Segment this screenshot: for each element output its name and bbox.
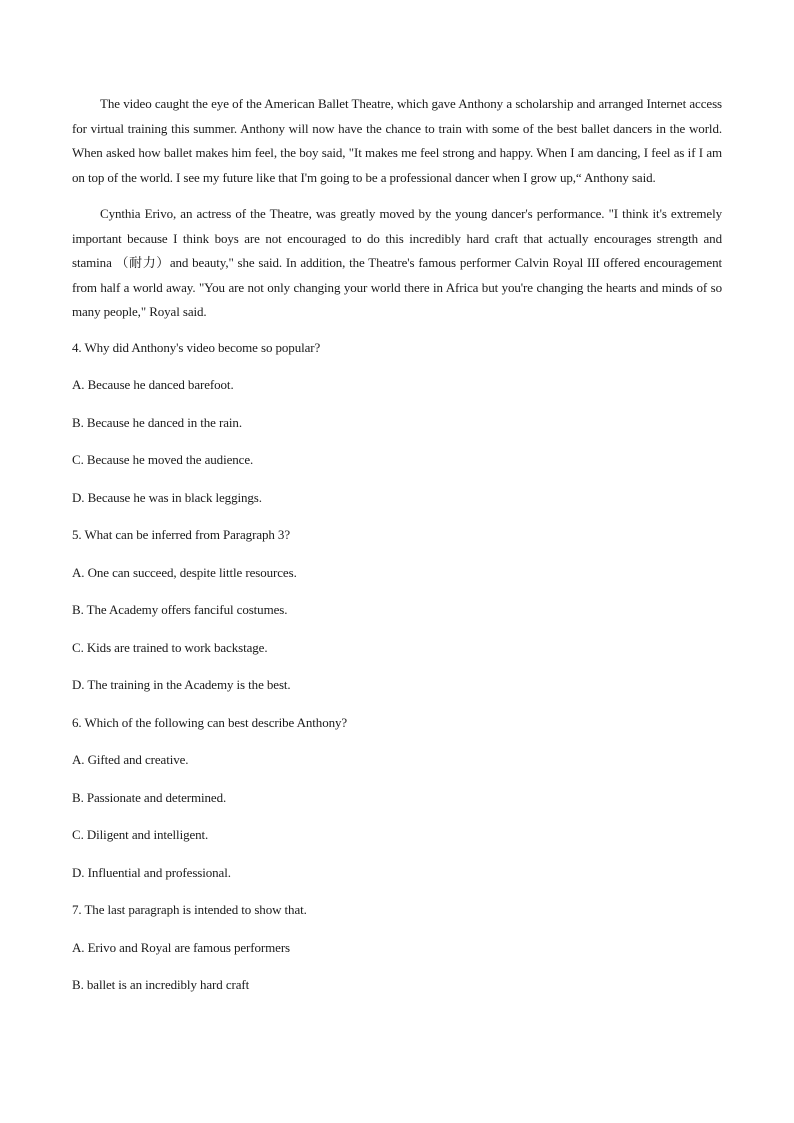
answer-option: B. ballet is an incredibly hard craft <box>72 977 250 992</box>
question-stem: 6. Which of the following can best describe Anthony? <box>72 714 348 730</box>
question-4 <box>72 339 722 506</box>
answer-option: A. Erivo and Royal are famous performers <box>72 939 291 955</box>
question-stem: 4. Why did Anthony's video become so popular? <box>72 339 321 355</box>
answer-option: A. Because he danced barefoot. <box>72 377 234 392</box>
answer-option: D. Because he was in black leggings. <box>72 489 262 505</box>
passage-paragraph: Cynthia Erivo, an actress of the Theatre, was greatly moved by the young dancer's performance. "I think it's extremely important because I think boys are not encouraged to do this incredibly hard craft that actually encourages strength and stamina （耐力）and beauty," she said. In addition, the Theatre's famous performer Calvin Royal III offered encouragement from half a world away. "You are not only changing your world there in Africa but you're changing the hearts and minds of so many people," Royal said. <box>72 206 722 319</box>
question-7 <box>72 901 722 993</box>
answer-option: C. Kids are trained to work backstage. <box>72 639 268 655</box>
answer-option: B. The Academy offers fanciful costumes. <box>72 602 288 617</box>
answer-option: A. One can succeed, despite little resources. <box>72 564 297 580</box>
passage-paragraph: The video caught the eye of the American Ballet Theatre, which gave Anthony a scholarship and arranged Internet access for virtual training this summer. Anthony will now have the chance to train with some of the best ballet dancers in the world. When asked how ballet makes him feel, the boy said, "It makes me feel strong and happy. When I am dancing, I feel as if I am on top of the world. I see my future like that I'm going to be a professional dancer when I grow up,“ Anthony said. <box>72 96 722 185</box>
question-stem: 5. What can be inferred from Paragraph 3? <box>72 527 291 542</box>
answer-option: B. Because he danced in the rain. <box>72 414 242 430</box>
answer-option: C. Diligent and intelligent. <box>72 827 209 842</box>
question-stem: 7. The last paragraph is intended to show that. <box>72 902 307 917</box>
question-6 <box>72 714 722 881</box>
answer-option: A. Gifted and creative. <box>72 752 189 767</box>
answer-option: C. Because he moved the audience. <box>72 452 254 467</box>
question-5 <box>72 526 722 693</box>
answer-option: D. The training in the Academy is the best. <box>72 677 291 692</box>
document-page <box>72 92 722 1014</box>
answer-option: B. Passionate and determined. <box>72 789 227 805</box>
answer-option: D. Influential and professional. <box>72 864 231 880</box>
